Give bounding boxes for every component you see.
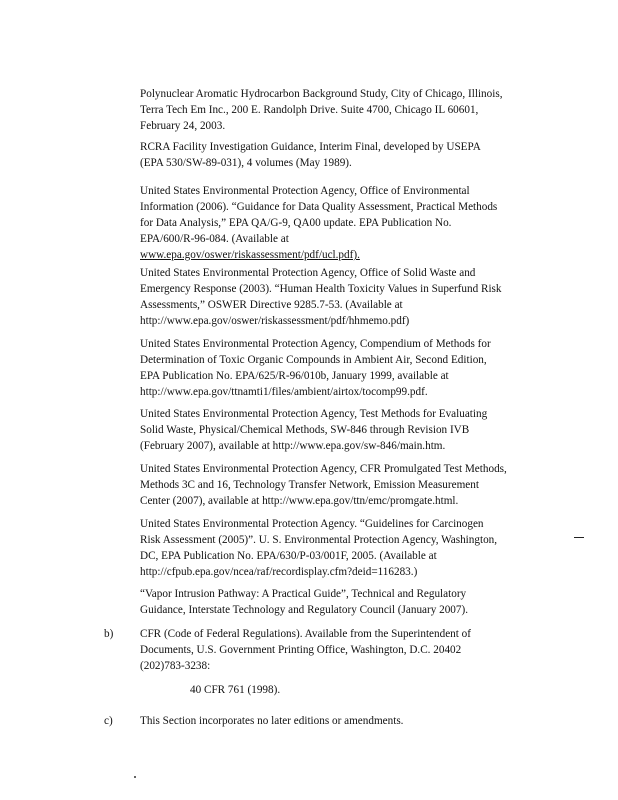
reference-line: United States Environmental Protection Agency, Test Methods for Evaluating bbox=[140, 408, 488, 420]
reference-line: Determination of Toxic Organic Compounds in Ambient Air, Second Edition, bbox=[140, 354, 487, 366]
reference-compendium bbox=[140, 336, 540, 400]
subsection-line: (202)783-3238: bbox=[140, 660, 211, 672]
reference-line: “Vapor Intrusion Pathway: A Practical Guide”, Technical and Regulatory bbox=[140, 588, 467, 600]
reference-toxicity-values bbox=[140, 265, 540, 329]
reference-line: United States Environmental Protection Agency, Office of Environmental bbox=[140, 185, 470, 197]
reference-line: Methods 3C and 16, Technology Transfer Network, Emission Measurement bbox=[140, 479, 479, 491]
reference-link[interactable]: http://cfpub.epa.gov/ncea/raf/recordisplay.cfm?deid=116283.) bbox=[140, 566, 418, 578]
reference-line: for Data Analysis,” EPA QA/G-9, QA00 update. EPA Publication No. bbox=[140, 217, 452, 229]
reference-line: Guidance, Interstate Technology and Regulatory Council (January 2007). bbox=[140, 604, 469, 616]
reference-line: (EPA 530/SW-89-031), 4 volumes (May 1989). bbox=[140, 157, 352, 169]
reference-link[interactable]: http://www.epa.gov/ttnamti1/files/ambient/airtox/tocomp99.pdf. bbox=[140, 386, 428, 398]
reference-carcinogen-guidelines bbox=[140, 516, 540, 580]
reference-line: EPA Publication No. EPA/625/R-96/010b, January 1999, available at bbox=[140, 370, 449, 382]
reference-line: DC, EPA Publication No. EPA/630/P-03/001F, 2005. (Available at bbox=[140, 550, 437, 562]
reference-line: Terra Tech Em Inc., 200 E. Randolph Drive. Suite 4700, Chicago IL 60601, bbox=[140, 104, 479, 116]
reference-line: Assessments,” OSWER Directive 9285.7-53. (Available at bbox=[140, 299, 403, 311]
reference-link[interactable]: www.epa.gov/oswer/riskassessment/pdf/ucl.pdf). bbox=[140, 249, 360, 261]
reference-sw846 bbox=[140, 406, 540, 454]
cfr-citation: 40 CFR 761 (1998). bbox=[190, 684, 281, 696]
reference-line: RCRA Facility Investigation Guidance, Interim Final, developed by USEPA bbox=[140, 141, 481, 153]
subsection-b-text bbox=[140, 626, 540, 674]
reference-line: United States Environmental Protection Agency. “Guidelines for Carcinogen bbox=[140, 518, 484, 530]
reference-cfr-test-methods bbox=[140, 461, 540, 509]
subsection-c-text: This Section incorporates no later editions or amendments. bbox=[140, 715, 404, 727]
reference-data-quality bbox=[140, 183, 540, 263]
subsection-line: Documents, U.S. Government Printing Office, Washington, D.C. 20402 bbox=[140, 644, 462, 656]
reference-link[interactable]: http://www.epa.gov/oswer/riskassessment/pdf/hhmemo.pdf) bbox=[140, 315, 410, 327]
subsection-label-c: c) bbox=[104, 715, 113, 727]
reference-pah-study bbox=[140, 86, 540, 134]
reference-line: Information (2006). “Guidance for Data Quality Assessment, Practical Methods bbox=[140, 201, 498, 213]
reference-line: Solid Waste, Physical/Chemical Methods, SW-846 through Revision IVB bbox=[140, 424, 470, 436]
reference-line: United States Environmental Protection Agency, CFR Promulgated Test Methods, bbox=[140, 463, 507, 475]
reference-line: Emergency Response (2003). “Human Health Toxicity Values in Superfund Risk bbox=[140, 283, 502, 295]
reference-line: United States Environmental Protection Agency, Office of Solid Waste and bbox=[140, 267, 476, 279]
reference-rcra-guidance bbox=[140, 139, 540, 171]
subsection-line: CFR (Code of Federal Regulations). Available from the Superintendent of bbox=[140, 628, 471, 640]
reference-vapor-intrusion bbox=[140, 586, 540, 618]
reference-line: EPA/600/R-96-084. (Available at bbox=[140, 233, 289, 245]
subsection-label-b: b) bbox=[104, 628, 114, 640]
reference-line: February 24, 2003. bbox=[140, 120, 226, 132]
reference-line: Polynuclear Aromatic Hydrocarbon Background Study, City of Chicago, Illinois, bbox=[140, 88, 503, 100]
reference-line: (February 2007), available at http://www.epa.gov/sw-846/main.htm. bbox=[140, 440, 446, 452]
reference-line: Risk Assessment (2005)”. U. S. Environmental Protection Agency, Washington, bbox=[140, 534, 498, 546]
margin-mark bbox=[574, 537, 584, 538]
scan-speck bbox=[134, 776, 136, 778]
reference-line: Center (2007), available at http://www.epa.gov/ttn/emc/promgate.html. bbox=[140, 495, 459, 507]
reference-line: United States Environmental Protection Agency, Compendium of Methods for bbox=[140, 338, 491, 350]
